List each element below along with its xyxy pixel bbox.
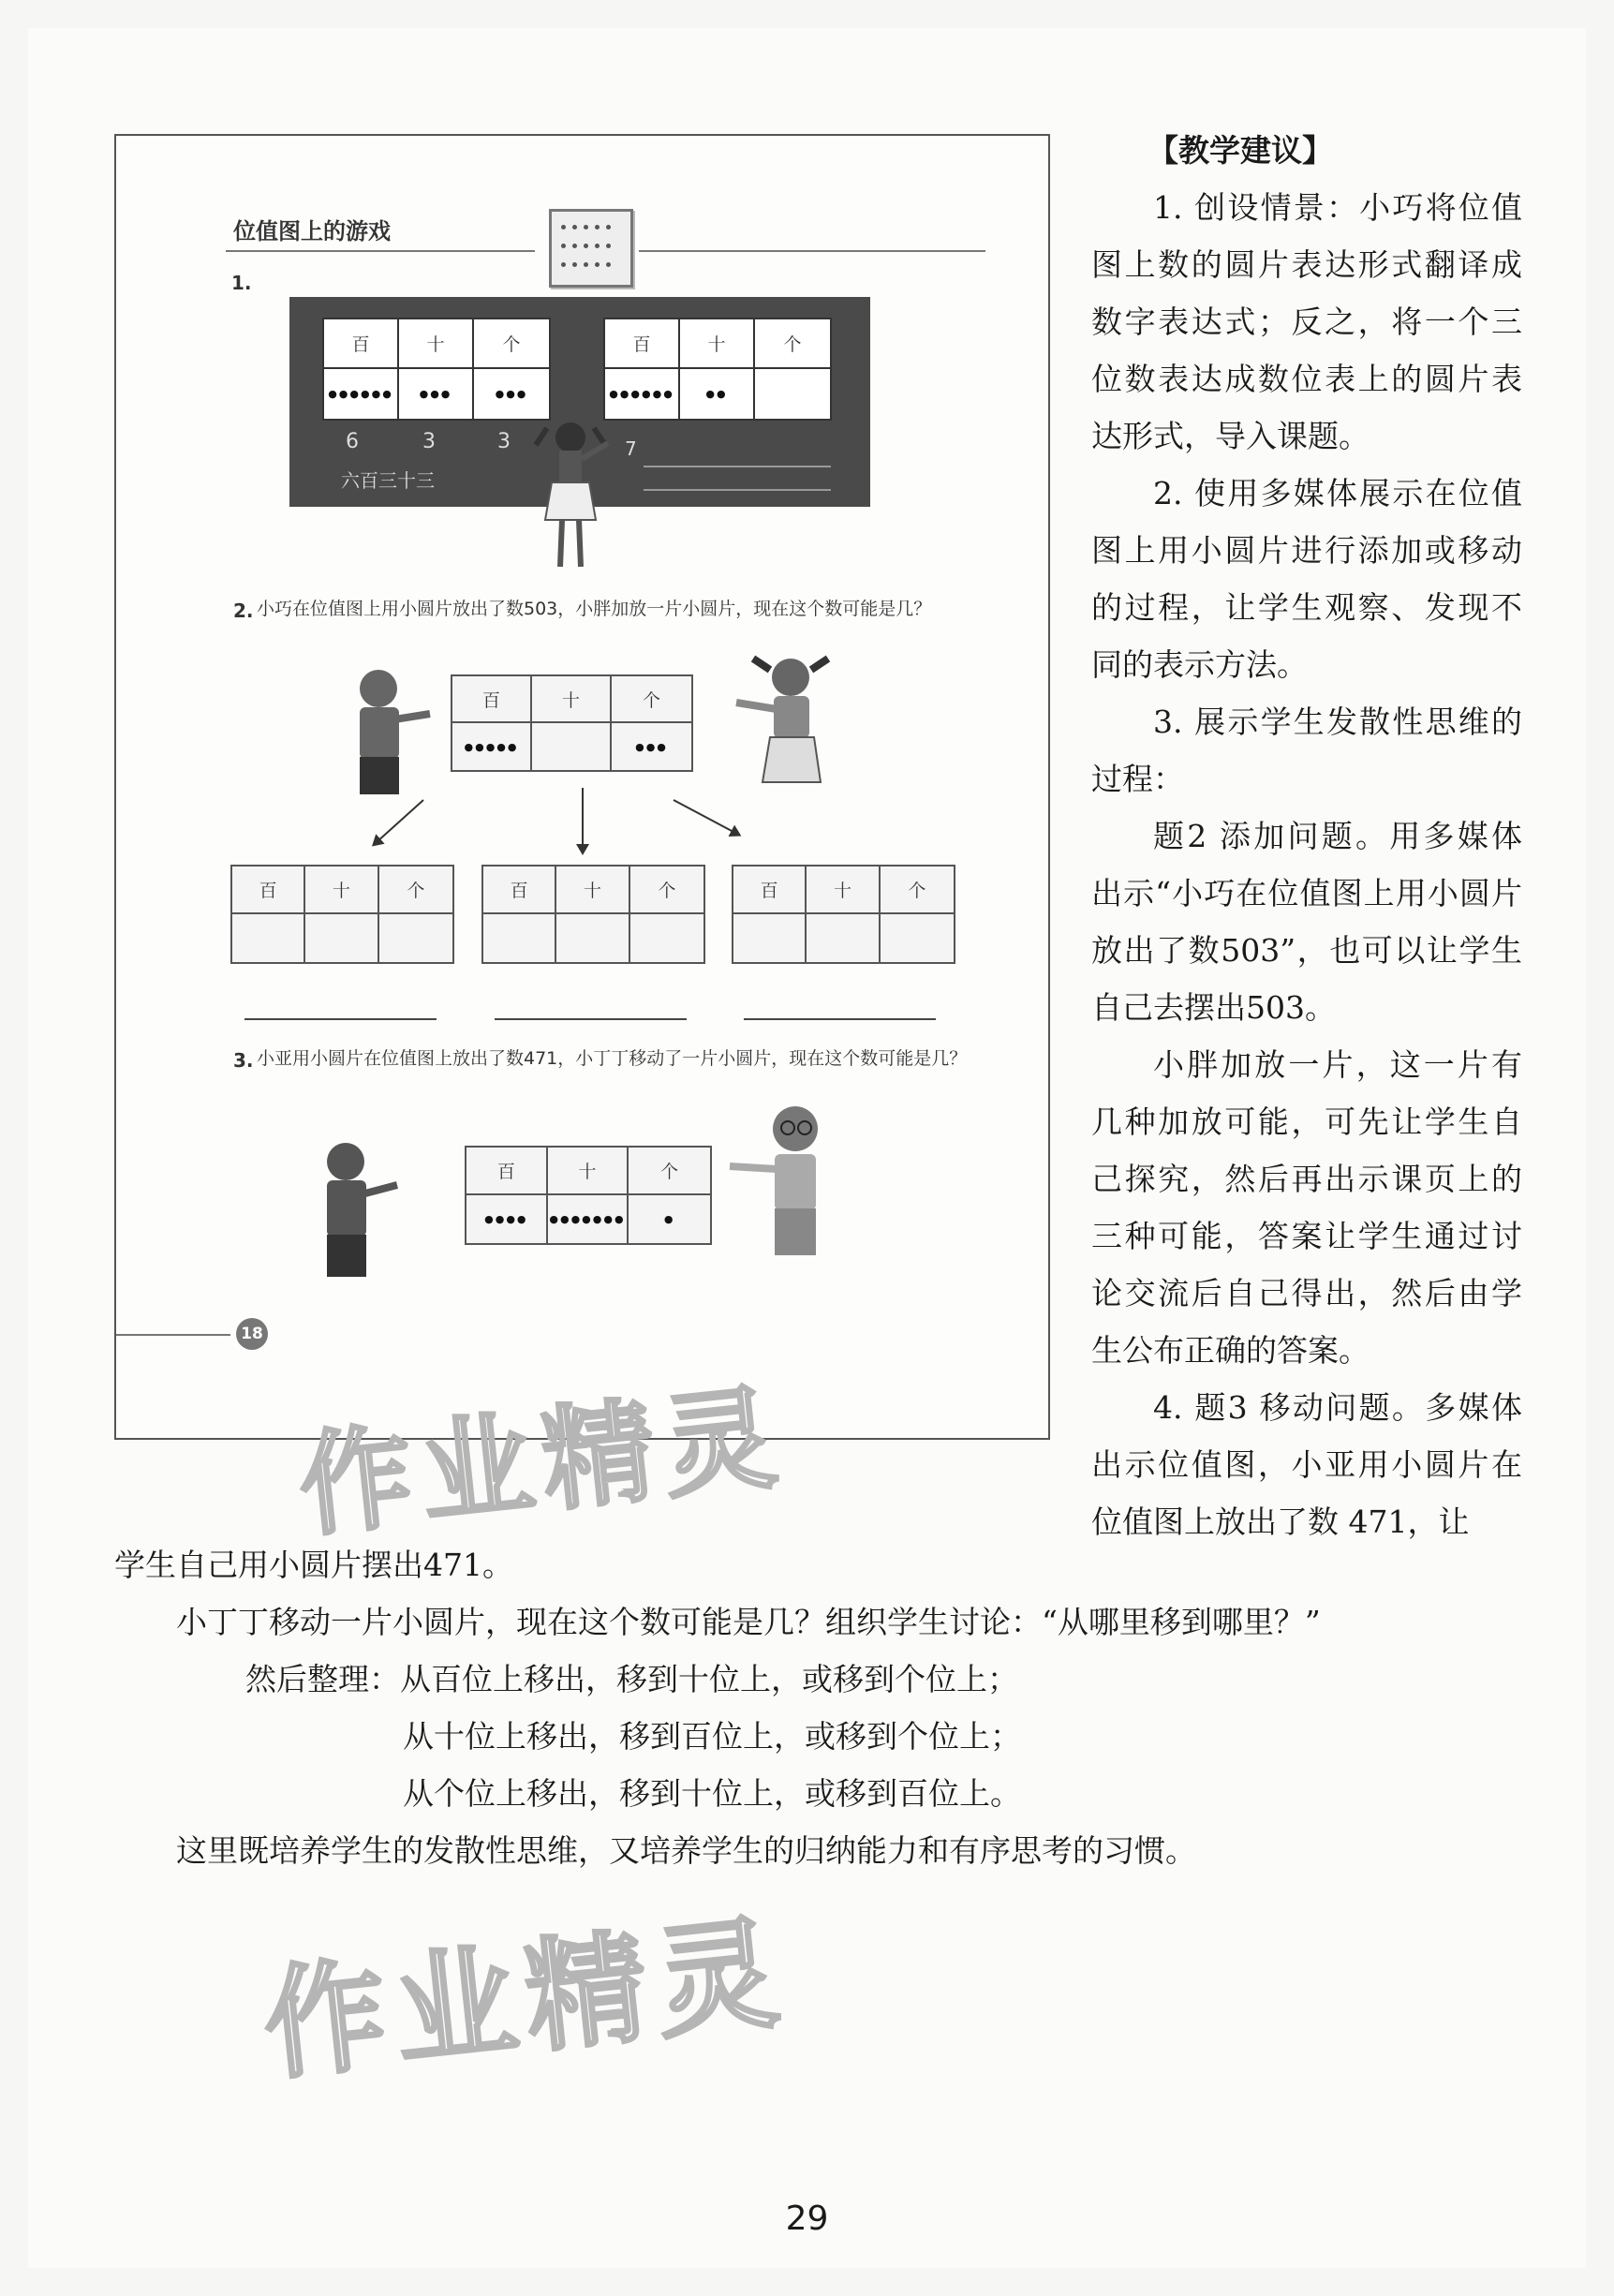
header-tens: 十 [807, 867, 880, 914]
dots-tens: ●● [705, 388, 728, 400]
advice-paragraph-6: 4. 题3 移动问题。多媒体出示位值图，小亚用小圆片在位值图上放出了数 471，让 [1091, 1389, 1522, 1540]
advice-paragraph-4: 题2 添加问题。用多媒体出示“小巧在位值图上用小圆片放出了数503”，也可以让学生自己去摆出503。 [1091, 818, 1522, 1026]
header-ones: 个 [379, 867, 452, 914]
header-ones: 个 [881, 867, 954, 914]
page-number: 29 [785, 2200, 829, 2238]
question-2-text: 小巧在位值图上用小圆片放出了数503，小胖加放一片小圆片，现在这个数可能是几？ [257, 599, 932, 619]
advice-paragraph-5: 小胖加放一片，这一片有几种加放可能，可先让学生自己探究，然后再出示课页上的三种可能，答案让学生通过讨论交流后自己得出，然后由学生公布正确的答案。 [1091, 1046, 1522, 1369]
chalk-digit-tens: 3 [422, 430, 436, 453]
dots-hundreds: ●●●●●● [328, 388, 393, 400]
answer-place-value-table-2 [481, 865, 705, 964]
answer-place-value-table-3 [732, 865, 955, 964]
empty-cell [733, 914, 807, 962]
continued-line-1: 学生自己用小圆片摆出471。 [114, 1547, 513, 1583]
abacus-icon [549, 209, 633, 288]
question-1-number: 1. [231, 272, 252, 294]
header-hundreds: 百 [324, 319, 399, 369]
header-tens: 十 [680, 319, 755, 369]
place-value-table-471 [465, 1146, 712, 1245]
empty-cell [807, 914, 880, 962]
boy-pointing-illustration-2 [304, 1138, 407, 1288]
advice-paragraph-1: 1. 创设情景：小巧将位值图上数的圆片表达形式翻译成数字表达式；反之，将一个三位数表达成数位表上的圆片表达形式，导入课题。 [1091, 189, 1522, 454]
girl-pointing-illustration [725, 651, 847, 810]
header-hundreds: 百 [483, 867, 556, 914]
chalk-line [644, 489, 831, 491]
dots-hundreds: ●●●●●● [609, 388, 674, 400]
empty-cell [881, 914, 954, 962]
girl-with-glasses-illustration [720, 1096, 851, 1274]
chalk-digit-hundreds: 6 [346, 430, 359, 453]
header-tens: 十 [556, 867, 629, 914]
board-place-value-table-left [322, 318, 551, 421]
question-3-text: 小亚用小圆片在位值图上放出了数471，小丁丁移动了一片小圆片，现在这个数可能是几？ [257, 1048, 968, 1069]
continued-line-2: 小丁丁移动一片小圆片，现在这个数可能是几？组织学生讨论：“从哪里移到哪里？” [176, 1604, 1321, 1640]
advice-paragraph-2: 2. 使用多媒体展示在位值图上用小圆片进行添加或移动的过程，让学生观察、发现不同的表示方法。 [1091, 475, 1522, 683]
dots-hundreds: ●●●● [484, 1213, 528, 1225]
header-tens: 十 [399, 319, 474, 369]
textbook-page-badge: 18 [236, 1318, 268, 1350]
header-hundreds: 百 [605, 319, 680, 369]
textbook-excerpt [114, 134, 1050, 1440]
teaching-advice [1091, 122, 1522, 1550]
header-tens: 十 [532, 676, 612, 723]
question-2-number: 2. [233, 600, 254, 622]
chalk-number-words: 六百三十三 [341, 469, 435, 492]
header-ones: 个 [630, 867, 703, 914]
chalk-line [644, 466, 831, 467]
question-3-number: 3. [233, 1049, 254, 1072]
header-ones: 个 [612, 676, 691, 723]
boy-pointing-illustration [336, 665, 439, 806]
continued-advice [114, 1536, 1519, 1879]
title-rule-right [639, 250, 985, 252]
dots-ones: ●●● [495, 388, 528, 400]
advice-paragraph-3: 3. 展示学生发散性思维的过程： [1091, 704, 1522, 797]
continued-line-4: 从十位上移出，移到百位上，或移到个位上； [403, 1718, 1021, 1755]
page-rule [116, 1334, 230, 1336]
chalk-digit-right: 7 [625, 437, 637, 460]
header-hundreds: 百 [232, 867, 305, 914]
dots-hundreds: ●●●●● [464, 740, 519, 753]
dots-ones: ● [663, 1213, 675, 1225]
lesson-title: 位值图上的游戏 [233, 218, 391, 244]
continued-line-6: 这里既培养学生的发散性思维，又培养学生的归纳能力和有序思考的习惯。 [176, 1832, 1196, 1869]
header-hundreds: 百 [733, 867, 807, 914]
continued-line-3: 然后整理：从百位上移出，移到十位上，或移到个位上； [245, 1661, 1018, 1697]
arrow-down [582, 788, 584, 853]
answer-blank-2[interactable] [495, 1018, 687, 1020]
dots-tens: ●●● [419, 388, 452, 400]
header-ones: 个 [474, 319, 549, 369]
empty-cell [232, 914, 305, 962]
place-value-table-503 [451, 674, 693, 772]
watermark: 作业精灵 [257, 1901, 794, 2097]
chalk-digit-ones: 3 [497, 430, 511, 453]
dots-tens: ●●●●●●● [549, 1213, 626, 1225]
header-tens: 十 [305, 867, 378, 914]
answer-place-value-table-1 [230, 865, 454, 964]
board-place-value-table-right [603, 318, 832, 421]
header-tens: 十 [548, 1148, 629, 1195]
empty-cell [305, 914, 378, 962]
empty-cell [630, 914, 703, 962]
empty-cell [379, 914, 452, 962]
title-rule-left [226, 250, 535, 252]
girl-writing-illustration [528, 417, 613, 576]
header-ones: 个 [629, 1148, 710, 1195]
header-hundreds: 百 [452, 676, 532, 723]
header-ones: 个 [755, 319, 830, 369]
answer-blank-3[interactable] [744, 1018, 936, 1020]
empty-cell [556, 914, 629, 962]
answer-blank-1[interactable] [244, 1018, 437, 1020]
empty-cell [483, 914, 556, 962]
arrow-down-left [373, 799, 424, 846]
watermark: 作业精灵 [293, 1372, 792, 1553]
dots-ones: ●●● [635, 740, 668, 753]
advice-heading: 【教学建议】 [1148, 132, 1333, 169]
header-hundreds: 百 [466, 1148, 548, 1195]
continued-line-5: 从个位上移出，移到十位上，或移到百位上。 [403, 1775, 1021, 1812]
